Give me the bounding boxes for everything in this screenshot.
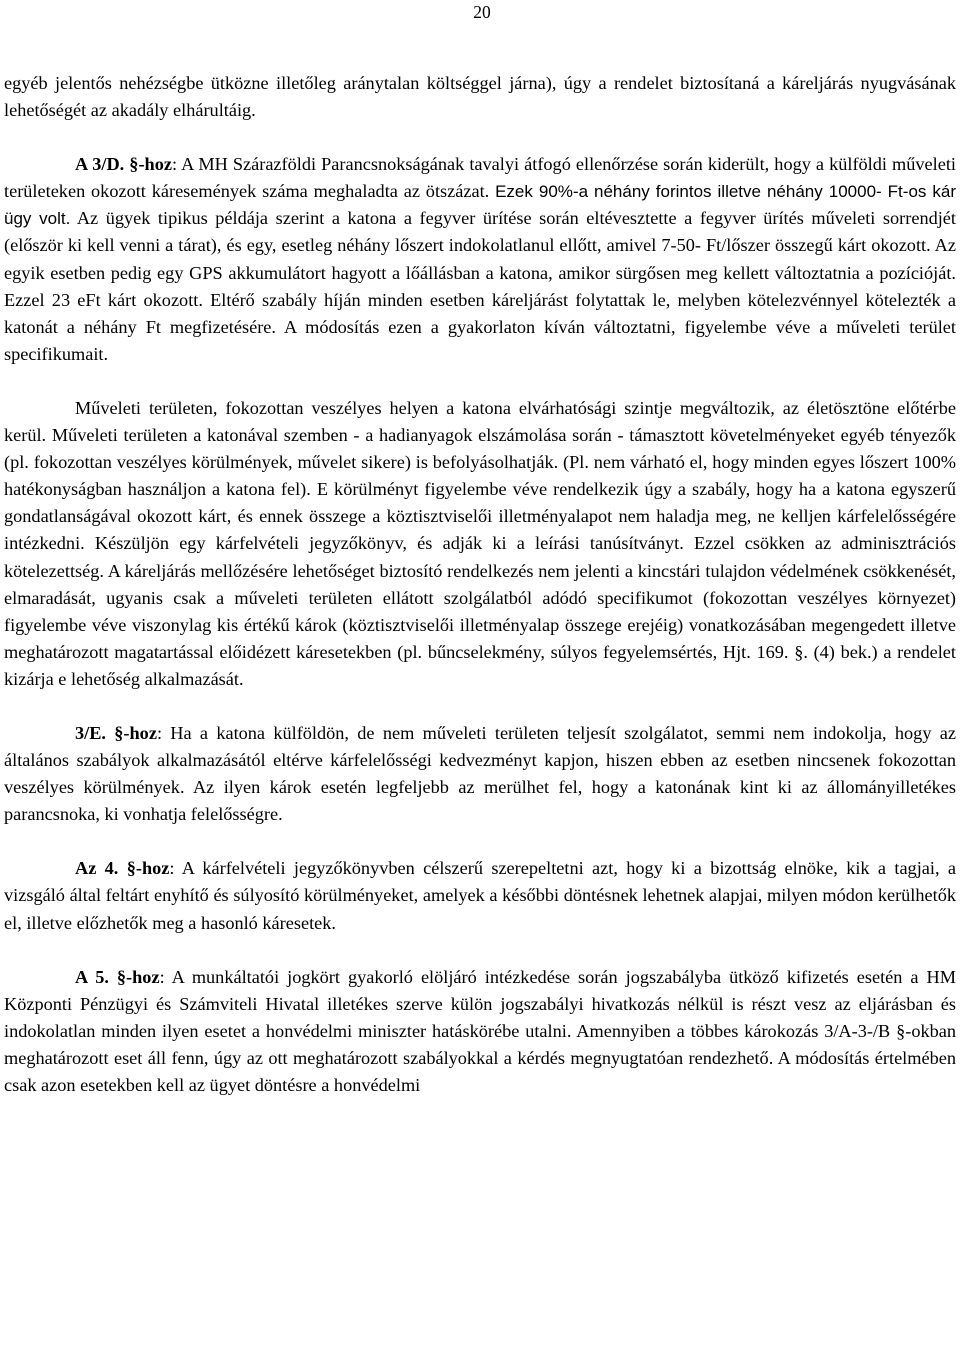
- section-lead: A 5.: [75, 966, 117, 987]
- paragraph-section-3e: [4, 720, 956, 828]
- paragraph-gap: [4, 937, 956, 964]
- paragraph-text: Az ügyek tipikus példája szerint a katona a fegyver ürítése során eltévesztette a fegyver ürítés műveleti sorrendjét (először ki kell venni a tárat), és egy, esetleg néhány lőszert indokolatlanul ellőtt, amivel 7-50- Ft/lőszer összegű kárt okozott. Az egyik esetben pedig egy GPS akkumulátort hagyott a lőállásban a katona, amikor sürgősen meg kellett változtatnia a pozícióját. Ezzel 23 eFt kárt okozott. Eltérő szabály híján minden esetben káreljárást folytattak le, melyben kötelezvénnyel kötelezték a katonát a néhány Ft megfizetésére. A módosítás ezen a gyakorlaton kíván változtatni, figyelembe véve a műveleti terület specifikumait.: [4, 208, 956, 364]
- paragraph-continuation: [4, 70, 956, 124]
- paragraph-section-4: [4, 855, 956, 936]
- paragraph-section-5: [4, 964, 956, 1099]
- section-lead: 3/E.: [75, 722, 115, 743]
- paragraph-gap: [4, 828, 956, 855]
- paragraph-gap: [4, 368, 956, 395]
- paragraph-operational-area: [4, 395, 956, 693]
- paragraph-section-3d: [4, 151, 956, 368]
- document-body: [4, 70, 956, 1099]
- paragraph-text: : A MH Szárazföldi Parancsnokságának tavalyi átfogó ellenőrzése során kiderült, hogy a külföldi műveleti területeken okozott káresemények száma meghaladta az ötszázat.: [4, 154, 956, 202]
- paragraph-text-sans: Ezek 90%-a néhány forintos illetve néhány 10000- Ft-os kár ügy volt.: [4, 182, 957, 229]
- paragraph-gap: [4, 693, 956, 720]
- section-reference: §-hoz: [126, 858, 170, 879]
- section-reference: §-hoz: [114, 722, 157, 743]
- paragraph-text: : Ha a katona külföldön, de nem műveleti területen teljesít szolgálatot, semmi nem indokolja, hogy az általános szabályok alkalmazásától eltérve kárfelelősségi kedvezményt kapjon, hiszen ebben az esetben nincsenek fokozottan veszélyes körülmények. Az ilyen károk esetén legfeljebb az merülhet fel, hogy a katonának kint ki az állományilletékes parancsnoka, ki vonhatja felelősségre.: [4, 722, 956, 825]
- paragraph-text: egyéb jelentős nehézségbe ütközne illetőleg aránytalan költséggel járna), úgy a rendelet biztosítaná a káreljárás nyugvásának lehetőségét az akadály elhárultáig.: [4, 73, 956, 121]
- paragraph-text: : A kárfelvételi jegyzőkönyvben célszerű szerepeltetni azt, hogy ki a bizottság elnöke, kik a tagjai, a vizsgáló által feltárt enyhítő és súlyosító körülményeket, amelyek a későbbi döntésnek lehetnek alapjai, milyen módon kerülhetők el, illetve előzhetők meg a hasonló káresetek.: [4, 858, 957, 933]
- section-reference: §-hoz: [129, 154, 172, 175]
- section-lead: A 3/D.: [75, 154, 130, 175]
- section-reference: §-hoz: [116, 966, 160, 987]
- paragraph-text: : A munkáltatói jogkört gyakorló elöljáró intézkedése során jogszabályba ütköző kifizetés esetén a HM Központi Pénzügyi és Számviteli Hivatal illetékes szerve külön jogszabályi hivatkozás nélkül is részt vesz az eljárásban és indokolatlan minden ilyen esetet a honvédelmi miniszter hatáskörébe utalni. Amennyiben a többes károkozás 3/A-3-/B §-okban meghatározott eset áll fenn, úgy az ott meghatározott szabályokkal a kérdés megnyugtatóan rendezhető. A módosítás értelmében csak azon esetekben kell az ügyet döntésre a honvédelmi: [4, 966, 956, 1095]
- paragraph-gap: [4, 124, 956, 151]
- paragraph-text: Műveleti területen, fokozottan veszélyes helyen a katona elvárhatósági szintje megváltozik, az életösztöne előtérbe kerül. Műveleti területen a katonával szemben - a hadianyagok elszámolása során - támasztott követelményeket egyéb tényezők (pl. fokozottan veszélyes körülmények, művelet sikere) is befolyásolhatják. (Pl. nem várható el, hogy minden egyes lőszert 100% hatékonyságban használjon a katona fel). E körülményt figyelembe véve rendelkezik úgy a szabály, hogy ha a katona egyszerű gondatlanságával okozott kárt, és ennek összege a köztisztviselői illetményalapot nem haladja meg, ne kelljen kárfelelősségére intézkedni. Készüljön egy kárfelvételi jegyzőkönyv, és adják ki a leírási tanúsítványt. Ezzel csökken az adminisztrációs kötelezettség. A káreljárás mellőzésére lehetőséget biztosító rendelkezés nem jelenti a kincstári tulajdon védelmének csökkenését, elmaradását, ugyanis csak a műveleti területen ellátott szolgálatból adódó specifikumot (fokozottan veszélyes környezet) figyelembe véve viszonylag kis értékű károk (köztisztviselői illetményalap összege erejéig) vonatkozásában megengedett illetve meghatározott magatartással előidézett káresetekben (pl. bűncselekmény, súlyos fegyelemsértés, Hjt. 169. §. (4) bek.) a rendelet kizárja e lehetőség alkalmazását.: [4, 397, 956, 689]
- section-lead: Az 4.: [75, 858, 127, 879]
- page-number: 20: [473, 2, 491, 22]
